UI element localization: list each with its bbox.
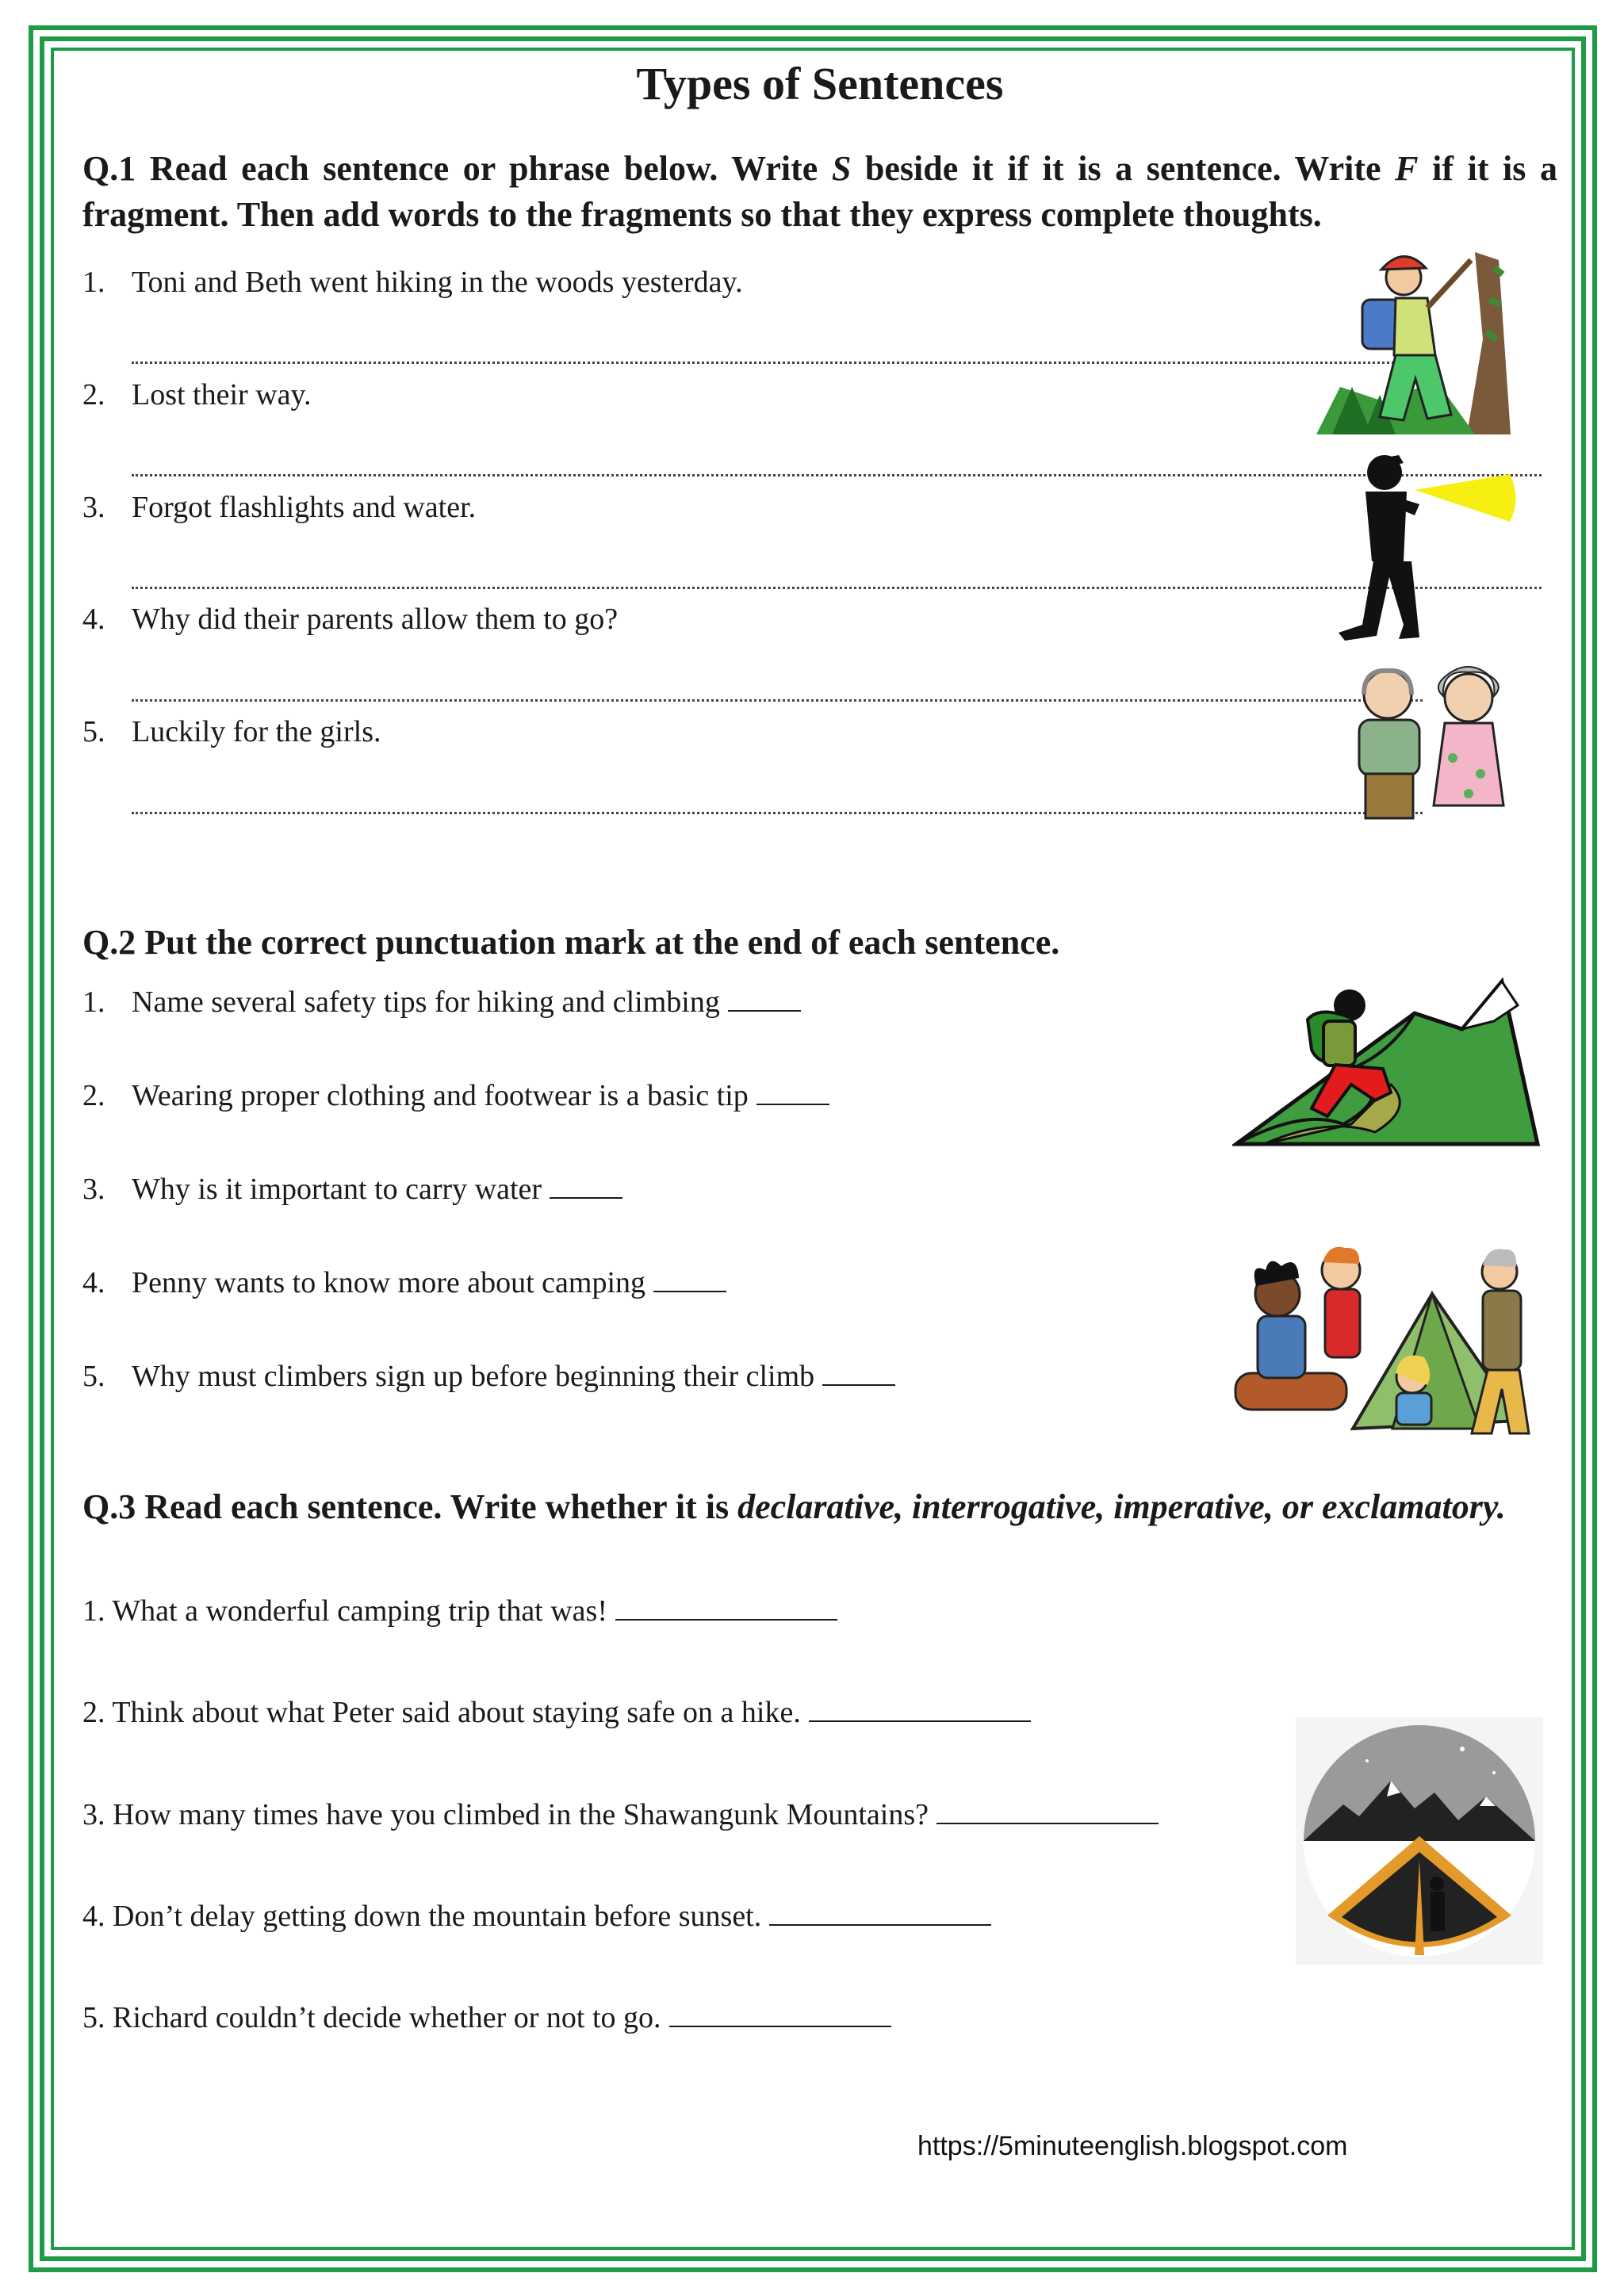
- q2-item-1: 1. Name several safety tips for hiking and climbing: [82, 983, 801, 1020]
- q1-item-1: 1. Toni and Beth went hiking in the woods yesterday.: [82, 266, 743, 299]
- q1-item-3: 3. Forgot flashlights and water.: [82, 491, 477, 524]
- hiker-climbing-icon: [1316, 244, 1518, 436]
- q2-heading: Q.2 Put the correct punctuation mark at the end of each sentence.: [82, 923, 1060, 962]
- q2-item-4: 4. Penny wants to know more about camping: [82, 1264, 726, 1301]
- camping-kids-icon: [1234, 1238, 1548, 1441]
- footer-url[interactable]: https://5minuteenglish.blogspot.com: [917, 2131, 1348, 2161]
- q2-blank-4[interactable]: [653, 1264, 726, 1292]
- q1-answer-line-5[interactable]: [132, 812, 1423, 814]
- q2-item-5: 5. Why must climbers sign up before beginning their climb: [82, 1357, 895, 1395]
- q1-item-5: 5. Luckily for the girls.: [82, 715, 381, 748]
- q3-blank-1[interactable]: [615, 1592, 837, 1621]
- q3-item-4: 4. Don’t delay getting down the mountain before sunset.: [82, 1897, 991, 1934]
- q2-blank-1[interactable]: [728, 983, 801, 1012]
- q2-blank-2[interactable]: [756, 1077, 829, 1105]
- q2-item-2: 2. Wearing proper clothing and footwear is a basic tip: [82, 1077, 829, 1114]
- q3-blank-5[interactable]: [669, 1999, 891, 2027]
- q3-blank-2[interactable]: [809, 1693, 1031, 1722]
- q2-blank-3[interactable]: [550, 1170, 622, 1199]
- flashlight-man-icon: [1327, 442, 1518, 641]
- q1-answer-line-1[interactable]: [132, 362, 1394, 364]
- q2-item-3: 3. Why is it important to carry water: [82, 1170, 622, 1207]
- q3-heading: Q.3 Read each sentence. Write whether it is declarative, interrogative, imperative, or exclamatory.: [82, 1487, 1506, 1526]
- mountain-climber-icon: [1232, 974, 1542, 1150]
- q1-item-4: 4. Why did their parents allow them to go?: [82, 603, 619, 636]
- q1-item-2: 2. Lost their way.: [82, 378, 312, 411]
- q2-blank-5[interactable]: [822, 1357, 895, 1386]
- q1-answer-line-4[interactable]: [132, 699, 1423, 702]
- q3-item-5: 5. Richard couldn’t decide whether or not to go.: [82, 1999, 891, 2036]
- worksheet: [82, 55, 1557, 2228]
- q3-blank-3[interactable]: [936, 1796, 1159, 1824]
- q1-heading: Q.1 Read each sentence or phrase below. Write S beside it if it is a sentence. Write F if it is a fragment. Then add words to the fragments so that they express complete thoughts.: [82, 149, 1557, 234]
- q3-item-3: 3. How many times have you climbed in the Shawangunk Mountains?: [82, 1796, 1159, 1833]
- q3-item-1: 1. What a wonderful camping trip that was!: [82, 1592, 837, 1629]
- mountain-night-badge-icon: [1296, 1717, 1543, 1965]
- q3-item-2: 2. Think about what Peter said about staying safe on a hike.: [82, 1693, 1031, 1731]
- q3-blank-4[interactable]: [769, 1897, 991, 1926]
- page-title: Types of Sentences: [636, 58, 1004, 109]
- elderly-couple-icon: [1342, 663, 1519, 823]
